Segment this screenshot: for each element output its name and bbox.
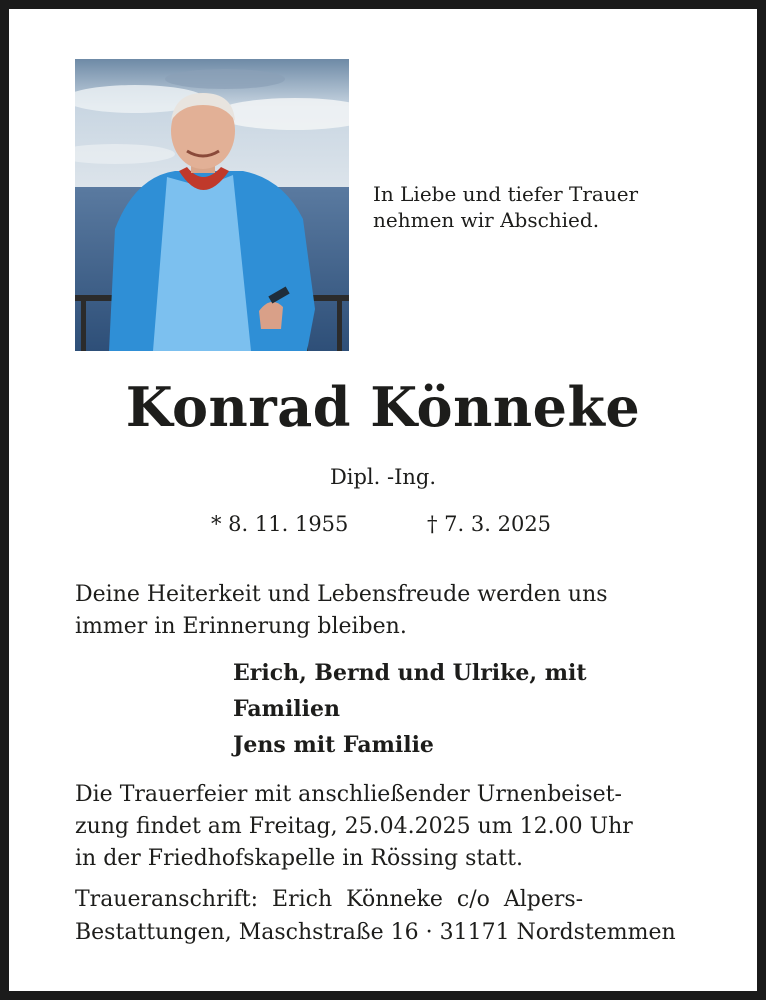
memorial-quote [75,579,695,643]
mourning-address [75,883,695,949]
mourner-line: Jens mit Familie [233,732,434,758]
portrait-illustration [75,59,349,351]
academic-title: Dipl. -Ing. [329,465,437,489]
mourners-list [233,655,673,763]
service-line: Die Trauerfeier mit anschließender Urnenbeiset- [75,782,622,807]
intro-line: In Liebe und tiefer Trauer [373,182,639,206]
birth-date: * 8. 11. 1955 [211,512,349,536]
death-date: † 7. 3. 2025 [427,512,552,536]
obituary-card [9,9,757,991]
funeral-service-info [75,779,695,875]
service-line: in der Friedhofskapelle in Rössing statt. [75,846,524,871]
intro-line: nehmen wir Abschied. [373,208,600,232]
mourner-line: Erich, Bernd und Ulrike, mit [233,660,587,686]
address-line: Traueranschrift: Erich Könneke c/o Alpers- [75,887,584,912]
portrait-photo [75,59,349,351]
address-line: Bestattungen, Maschstraße 16 · 31171 Nordstemmen [75,920,676,945]
quote-line: Deine Heiterkeit und Lebensfreude werden uns [75,582,608,607]
service-line: zung findet am Freitag, 25.04.2025 um 12.00 Uhr [75,814,633,839]
mourner-line: Familien [233,696,341,722]
deceased-name: Konrad Könneke [125,375,641,439]
quote-line: immer in Erinnerung bleiben. [75,614,407,639]
life-dates [9,509,757,539]
intro-text [373,181,693,233]
